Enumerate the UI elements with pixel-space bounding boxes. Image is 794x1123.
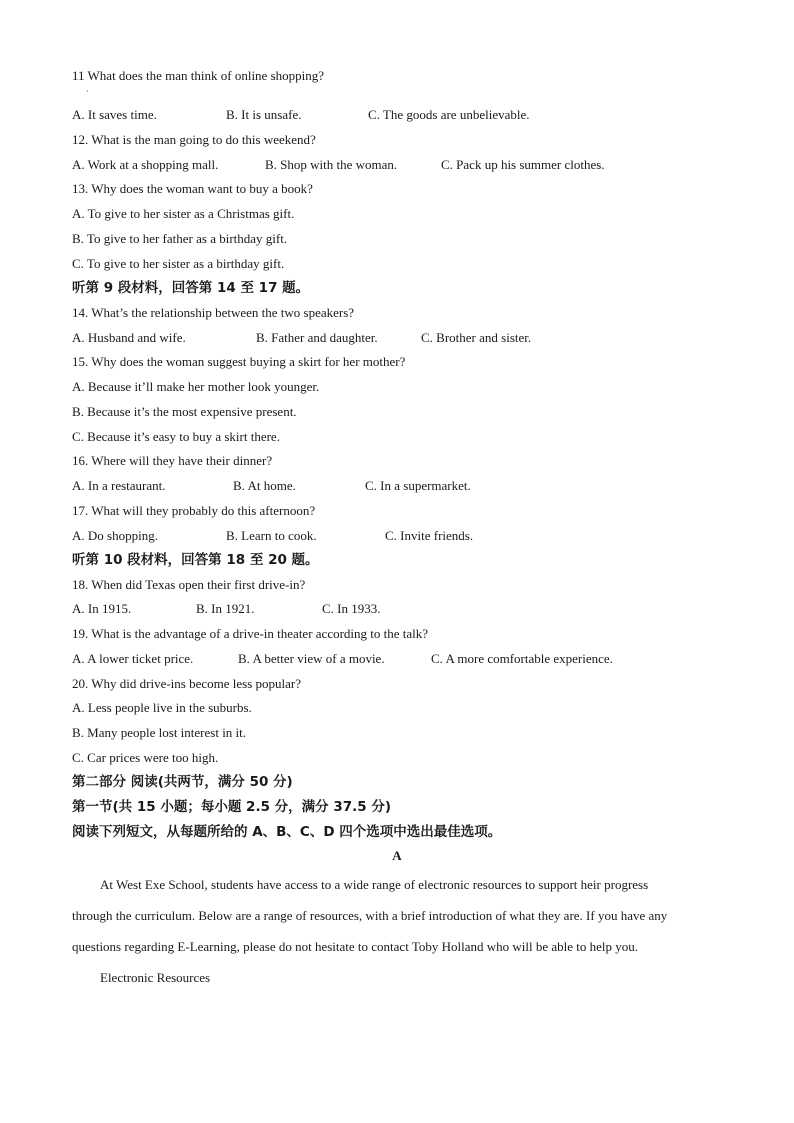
q12-option-b: B. Shop with the woman. — [265, 157, 398, 172]
question-11: 11 What does the man think of online shopping? — [72, 68, 325, 83]
question-20: 20. Why did drive-ins become less popular? — [72, 676, 302, 691]
q19-option-a: A. A lower ticket price. — [72, 651, 194, 666]
q13-option-b: B. To give to her father as a birthday gift. — [72, 231, 288, 246]
question-13: 13. Why does the woman want to buy a book? — [72, 181, 313, 196]
section-9-heading: 听第 9 段材料，回答第 14 至 17 题。 — [72, 280, 310, 296]
q15-option-c: C. Because it’s easy to buy a skirt there. — [72, 429, 280, 444]
question-18: 18. When did Texas open their first drive-in? — [72, 577, 306, 592]
question-14: 14. What’s the relationship between the two speakers? — [72, 305, 355, 320]
q16-option-b: B. At home. — [233, 478, 296, 493]
q20-option-c: C. Car prices were too high. — [72, 750, 219, 765]
q12-option-c: C. Pack up his summer clothes. — [441, 157, 605, 172]
q11-option-b: B. It is unsafe. — [226, 107, 302, 122]
q12-option-a: A. Work at a shopping mall. — [72, 157, 219, 172]
question-12: 12. What is the man going to do this weekend? — [72, 132, 316, 147]
q19-option-b: B. A better view of a movie. — [238, 651, 385, 666]
q11-option-a: A. It saves time. — [72, 107, 157, 122]
q18-option-b: B. In 1921. — [196, 601, 255, 616]
stray-dot: · — [86, 87, 89, 96]
q11-option-c: C. The goods are unbelievable. — [368, 107, 530, 122]
q14-option-c: C. Brother and sister. — [421, 330, 532, 345]
q14-option-a: A. Husband and wife. — [72, 330, 186, 345]
section-1-heading: 第一节(共 15 小题；每小题 2.5 分，满分 37.5 分) — [72, 799, 392, 815]
question-19: 19. What is the advantage of a drive-in theater according to the talk? — [72, 626, 429, 641]
q13-option-a: A. To give to her sister as a Christmas gift. — [72, 206, 295, 221]
question-16: 16. Where will they have their dinner? — [72, 453, 273, 468]
reading-instruction: 阅读下列短文，从每题所给的 A、B、C、D 四个选项中选出最佳选项。 — [72, 824, 502, 840]
passage-line-2: through the curriculum. Below are a range of resources, with a brief introduction of what they are. If you have any — [72, 908, 668, 923]
passage-label: A — [392, 848, 402, 863]
q15-option-b: B. Because it’s the most expensive present. — [72, 404, 297, 419]
section-10-heading: 听第 10 段材料，回答第 18 至 20 题。 — [72, 552, 319, 568]
q15-option-a: A. Because it’ll make her mother look younger. — [72, 379, 320, 394]
part-2-heading: 第二部分 阅读(共两节，满分 50 分) — [72, 774, 293, 790]
q14-option-b: B. Father and daughter. — [256, 330, 378, 345]
question-17: 17. What will they probably do this afternoon? — [72, 503, 316, 518]
question-15: 15. Why does the woman suggest buying a skirt for her mother? — [72, 354, 406, 369]
passage-subheading: Electronic Resources — [100, 970, 211, 985]
q18-option-c: C. In 1933. — [322, 601, 381, 616]
q17-option-a: A. Do shopping. — [72, 528, 158, 543]
q17-option-c: C. Invite friends. — [385, 528, 474, 543]
passage-line-3: questions regarding E-Learning, please do not hesitate to contact Toby Holland who will be able to help you. — [72, 939, 639, 954]
q20-option-a: A. Less people live in the suburbs. — [72, 700, 252, 715]
q16-option-c: C. In a supermarket. — [365, 478, 471, 493]
passage-line-1: At West Exe School, students have access to a wide range of electronic resources to support heir progress — [100, 877, 649, 892]
q19-option-c: C. A more comfortable experience. — [431, 651, 613, 666]
q13-option-c: C. To give to her sister as a birthday gift. — [72, 256, 285, 271]
q16-option-a: A. In a restaurant. — [72, 478, 166, 493]
q18-option-a: A. In 1915. — [72, 601, 132, 616]
q20-option-b: B. Many people lost interest in it. — [72, 725, 247, 740]
q17-option-b: B. Learn to cook. — [226, 528, 317, 543]
